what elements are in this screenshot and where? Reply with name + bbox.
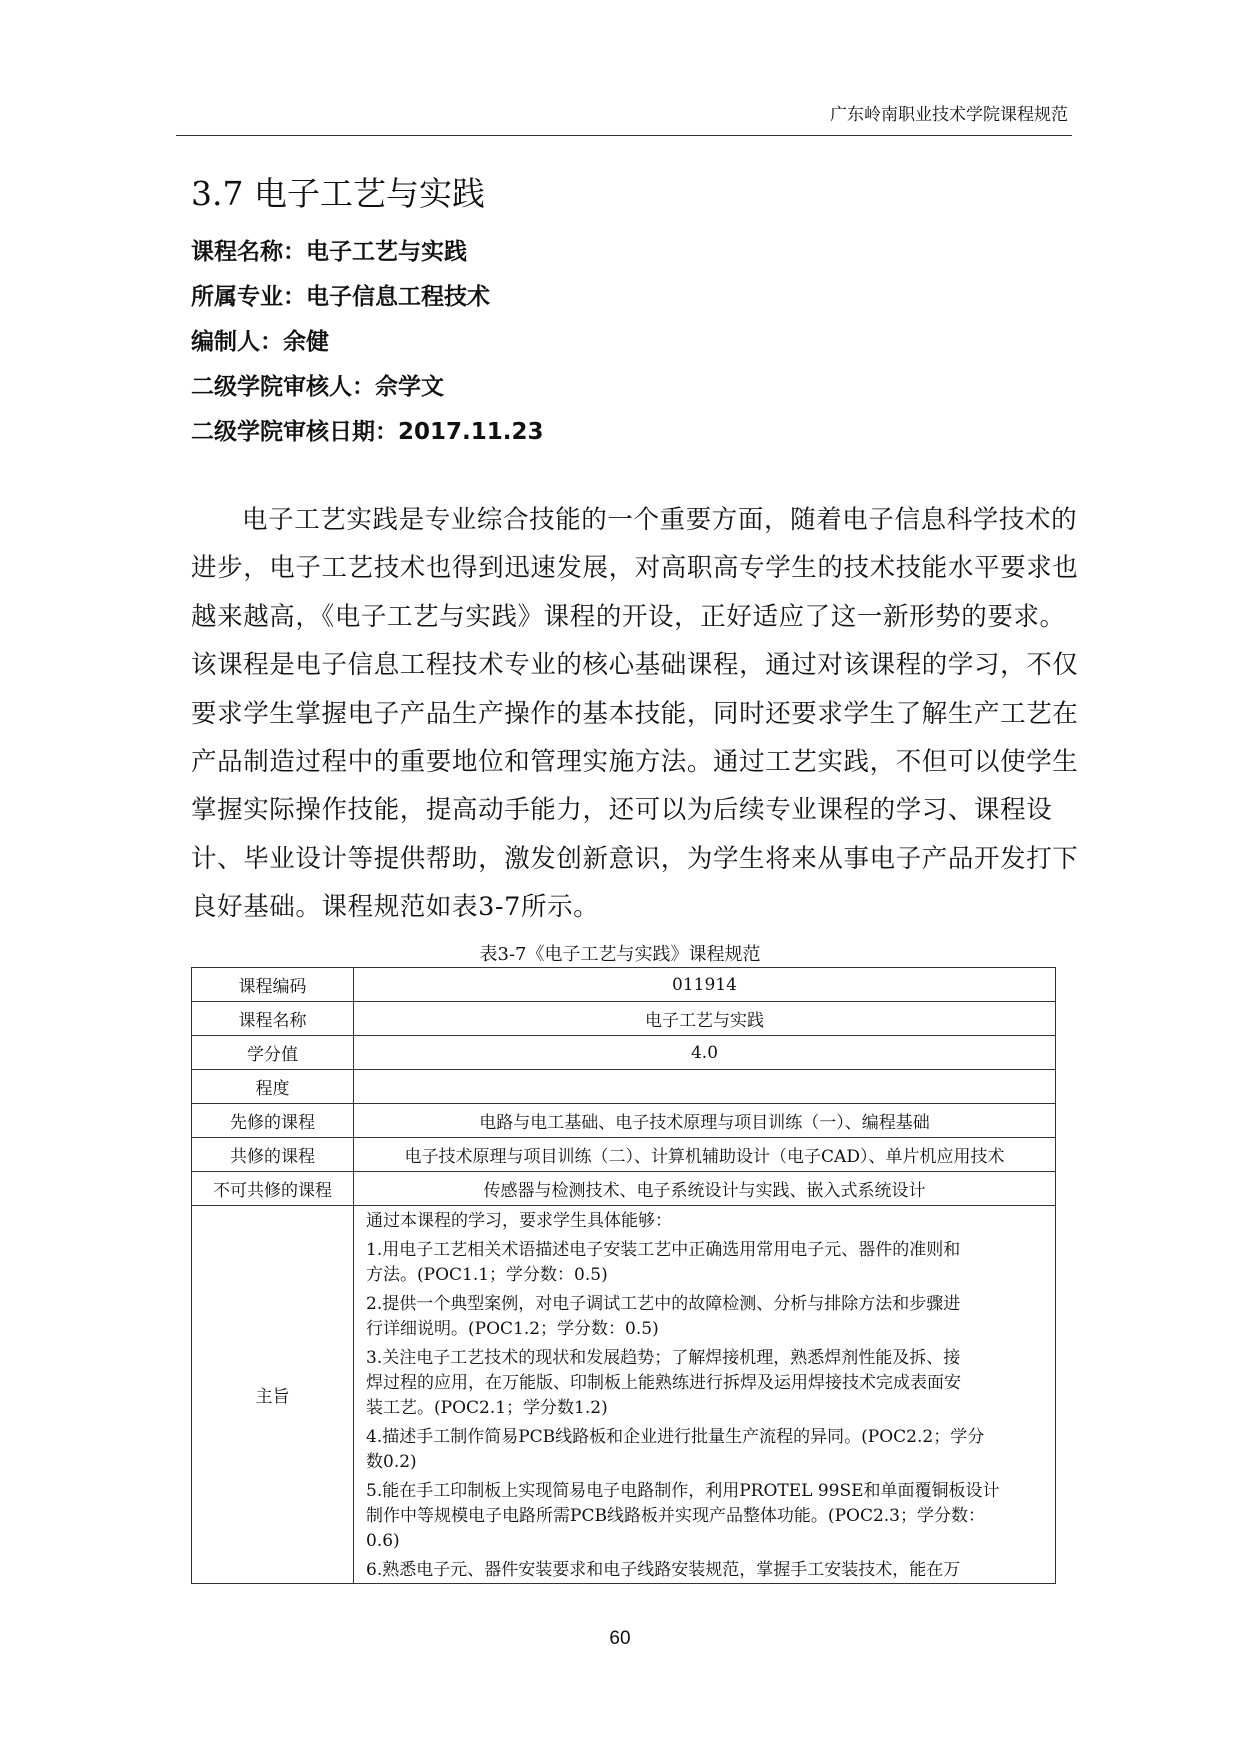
aim-intro: 通过本课程的学习，要求学生具体能够： xyxy=(366,1211,672,1231)
aim-item-line: 行详细说明。(POC1.2；学分数：0.5) xyxy=(366,1319,659,1339)
header-rule xyxy=(176,135,1072,136)
table-caption: 表3-7《电子工艺与实践》课程规范 xyxy=(479,944,761,965)
paragraph-line: 产品制造过程中的重要地位和管理实施方法。通过工艺实践，不但可以使学生 xyxy=(191,747,1079,777)
meta-line: 编制人：余健 xyxy=(191,329,329,355)
meta-line: 二级学院审核日期：2017.11.23 xyxy=(191,419,544,445)
row-label: 课程名称 xyxy=(192,1002,354,1036)
table-row xyxy=(192,1036,1056,1070)
aim-item-line: 4.描述手工制作简易PCB线路板和企业进行批量生产流程的异同。(POC2.2；学分 xyxy=(366,1427,985,1447)
row-value: 4.0 xyxy=(354,1036,1056,1070)
aim-item-line: 5.能在手工印制板上实现简易电子电路制作，利用PROTEL 99SE和单面覆铜板设计 xyxy=(366,1481,1000,1501)
paragraph-line: 要求学生掌握电子产品生产操作的基本技能，同时还要求学生了解生产工艺在 xyxy=(191,698,1079,729)
row-value: 011914 xyxy=(354,968,1056,1002)
row-value: 电路与电工基础、电子技术原理与项目训练（一）、编程基础 xyxy=(354,1104,1056,1138)
paragraph-line: 该课程是电子信息工程技术专业的核心基础课程，通过对该课程的学习，不仅 xyxy=(191,650,1079,681)
table-row xyxy=(192,1070,1056,1104)
row-label: 先修的课程 xyxy=(192,1104,354,1138)
page-number: 60 xyxy=(609,1628,631,1649)
row-label: 程度 xyxy=(192,1070,354,1104)
paragraph-line: 电子工艺实践是专业综合技能的一个重要方面，随着电子信息科学技术的 xyxy=(242,505,1078,535)
paragraph-line: 进步，电子工艺技术也得到迅速发展，对高职高专学生的技术技能水平要求也 xyxy=(191,553,1079,584)
row-value: 传感器与检测技术、电子系统设计与实践、嵌入式系统设计 xyxy=(354,1172,1056,1206)
table-row xyxy=(192,1104,1056,1138)
aim-content xyxy=(354,1206,1055,1583)
section-title: 3.7 电子工艺与实践 xyxy=(191,174,485,213)
row-value xyxy=(354,1070,1056,1104)
paragraph-line: 良好基础。课程规范如表3-7所示。 xyxy=(191,892,600,923)
paragraph-line: 越来越高，《电子工艺与实践》课程的开设，正好适应了这一新形势的要求。 xyxy=(191,601,1066,632)
aim-item-line: 3.关注电子工艺技术的现状和发展趋势；了解焊接机理，熟悉焊剂性能及拆、接 xyxy=(366,1348,961,1368)
aim-item-line: 2.提供一个典型案例，对电子调试工艺中的故障检测、分析与排除方法和步骤进 xyxy=(366,1294,961,1314)
row-value xyxy=(354,1206,1056,1584)
table-row-aim xyxy=(192,1206,1056,1584)
table-row xyxy=(192,1138,1056,1172)
table-row xyxy=(192,1172,1056,1206)
meta-line: 课程名称：电子工艺与实践 xyxy=(191,239,467,265)
aim-item-line: 方法。(POC1.1；学分数：0.5) xyxy=(366,1265,608,1285)
row-value: 电子技术原理与项目训练（二）、计算机辅助设计（电子CAD）、单片机应用技术 xyxy=(354,1138,1056,1172)
course-spec-table xyxy=(191,967,1056,1584)
aim-item-line: 0.6) xyxy=(366,1531,400,1551)
aim-item-line: 装工艺。(POC2.1；学分数1.2) xyxy=(366,1398,608,1418)
row-label: 学分值 xyxy=(192,1036,354,1070)
aim-item-line: 数0.2) xyxy=(366,1452,417,1472)
aim-item-line: 焊过程的应用，在万能版、印制板上能熟练进行拆焊及运用焊接技术完成表面安 xyxy=(366,1373,961,1393)
paragraph-line: 掌握实际操作技能，提高动手能力，还可以为后续专业课程的学习、课程设 xyxy=(191,795,1053,826)
table-row xyxy=(192,968,1056,1002)
row-label: 共修的课程 xyxy=(192,1138,354,1172)
row-label: 主旨 xyxy=(192,1206,354,1584)
row-label: 不可共修的课程 xyxy=(192,1172,354,1206)
table-row xyxy=(192,1002,1056,1036)
running-header: 广东岭南职业技术学院课程规范 xyxy=(830,105,1068,125)
row-value: 电子工艺与实践 xyxy=(354,1002,1056,1036)
paragraph-line: 计、毕业设计等提供帮助，激发创新意识，为学生将来从事电子产品开发打下 xyxy=(191,843,1079,874)
aim-item-line: 1.用电子工艺相关术语描述电子安装工艺中正确选用常用电子元、器件的准则和 xyxy=(366,1240,961,1260)
aim-item-line: 制作中等规模电子电路所需PCB线路板并实现产品整体功能。(POC2.3；学分数： xyxy=(366,1506,985,1526)
meta-line: 二级学院审核人：佘学文 xyxy=(191,374,444,400)
aim-item-line: 6.熟悉电子元、器件安装要求和电子线路安装规范，掌握手工安装技术，能在万 xyxy=(366,1560,961,1580)
row-label: 课程编码 xyxy=(192,968,354,1002)
meta-line: 所属专业：电子信息工程技术 xyxy=(191,284,490,310)
